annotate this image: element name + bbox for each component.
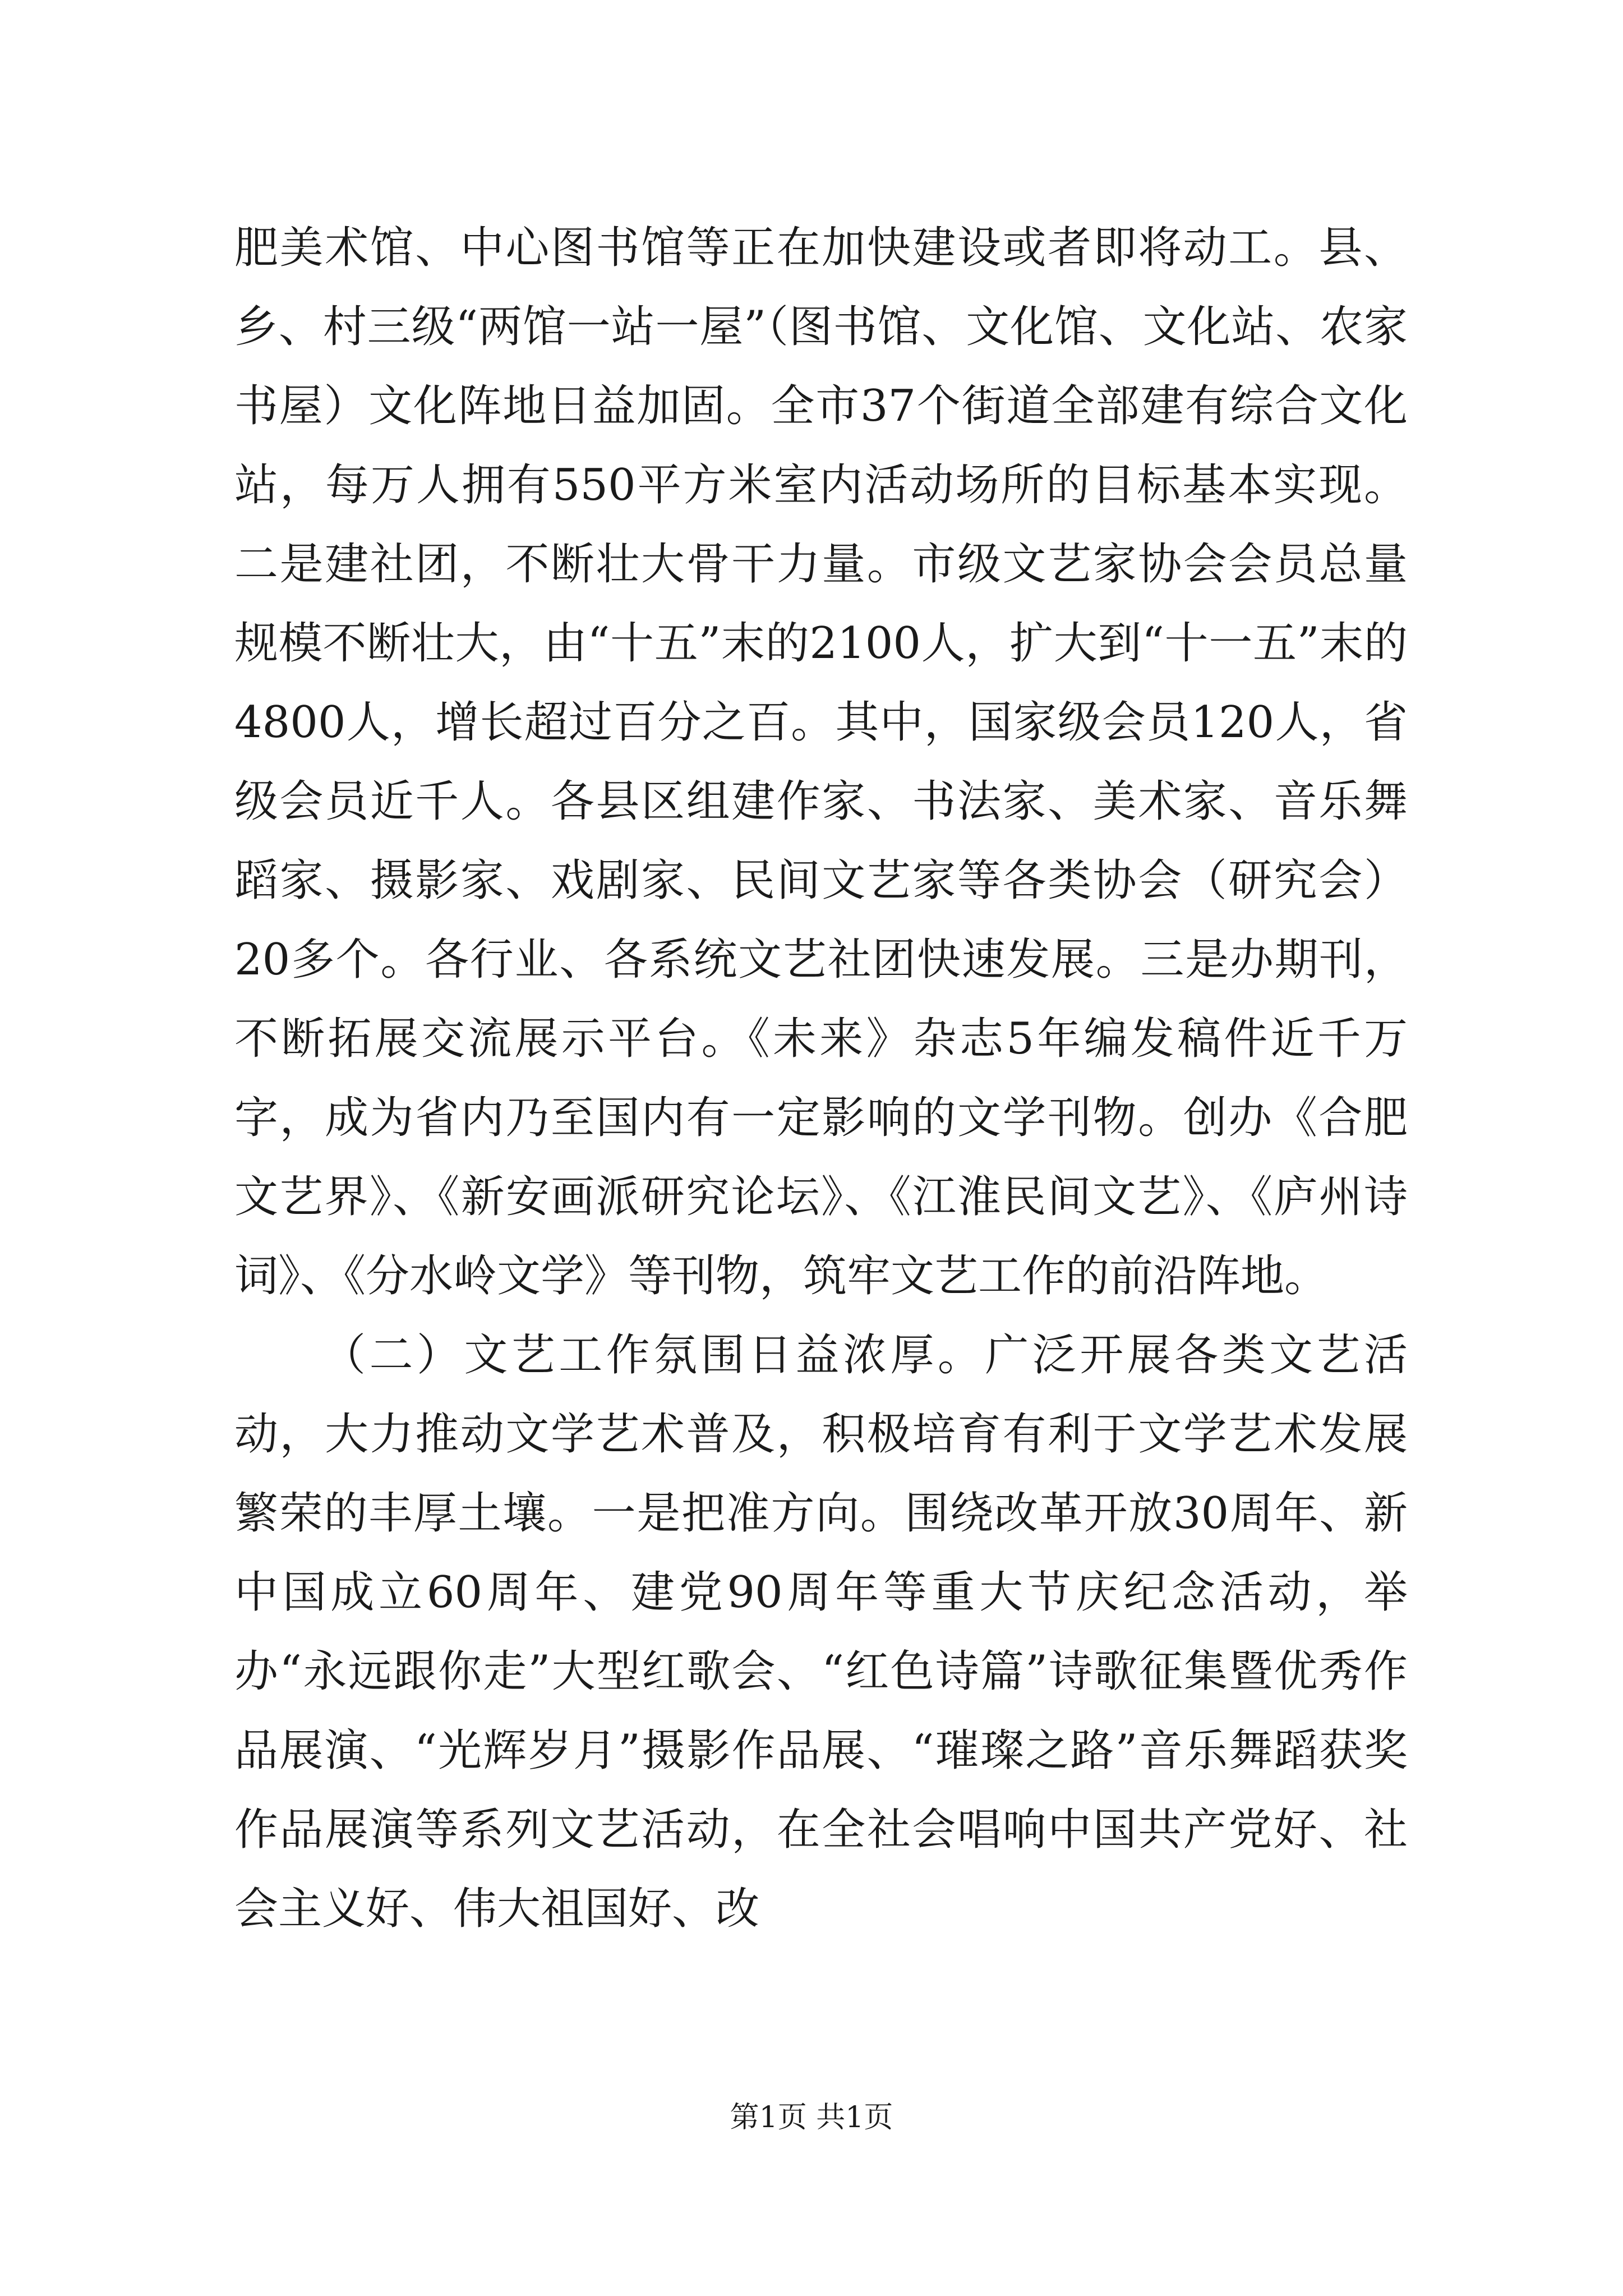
paragraph-continuation: 肥美术馆、中心图书馆等正在加快建设或者即将动工。县、乡、村三级“两馆一站一屋”（图书馆、文化馆、文化站、农家书屋）文化阵地日益加固。全市37个街道全部建有综合文化站，每万人拥有550平方米室内活动场所的目标基本实现。二是建社团，不断壮大骨干力量。市级文艺家协会会员总量规模不断壮大，由“十五”末的2100人，扩大到“十一五”末的4800人，增长超过百分之百。其中，国家级会员120人，省级会员近千人。各县区组建作家、书法家、美术家、音乐舞蹈家、摄影家、戏剧家、民间文艺家等各类协会（研究会）20多个。各行业、各系统文艺社团快速发展。三是办期刊，不断拓展交流展示平台。《未来》杂志5年编发稿件近千万字，成为省内乃至国内有一定影响的文学刊物。创办《合肥文艺界》、《新安画派研究论坛》、《江淮民间文艺》、《庐州诗词》、《分水岭文学》等刊物，筑牢文艺工作的前沿阵地。 bbox=[234, 223, 1408, 1301]
document-body bbox=[234, 209, 1408, 1949]
page-footer: 第1页 共1页 bbox=[730, 2101, 893, 2134]
paragraph-section-two: （二）文艺工作氛围日益浓厚。广泛开展各类文艺活动，大力推动文学艺术普及，积极培育有利于文学艺术发展繁荣的丰厚土壤。一是把准方向。围绕改革开放30周年、新中国成立60周年、建党90周年等重大节庆纪念活动，举办“永远跟你走”大型红歌会、“红色诗篇”诗歌征集暨优秀作品展演、“光辉岁月”摄影作品展、“璀璨之路”音乐舞蹈获奖作品展演等系列文艺活动，在全社会唱响中国共产党好、社会主义好、伟大祖国好、改 bbox=[234, 1330, 1408, 1934]
